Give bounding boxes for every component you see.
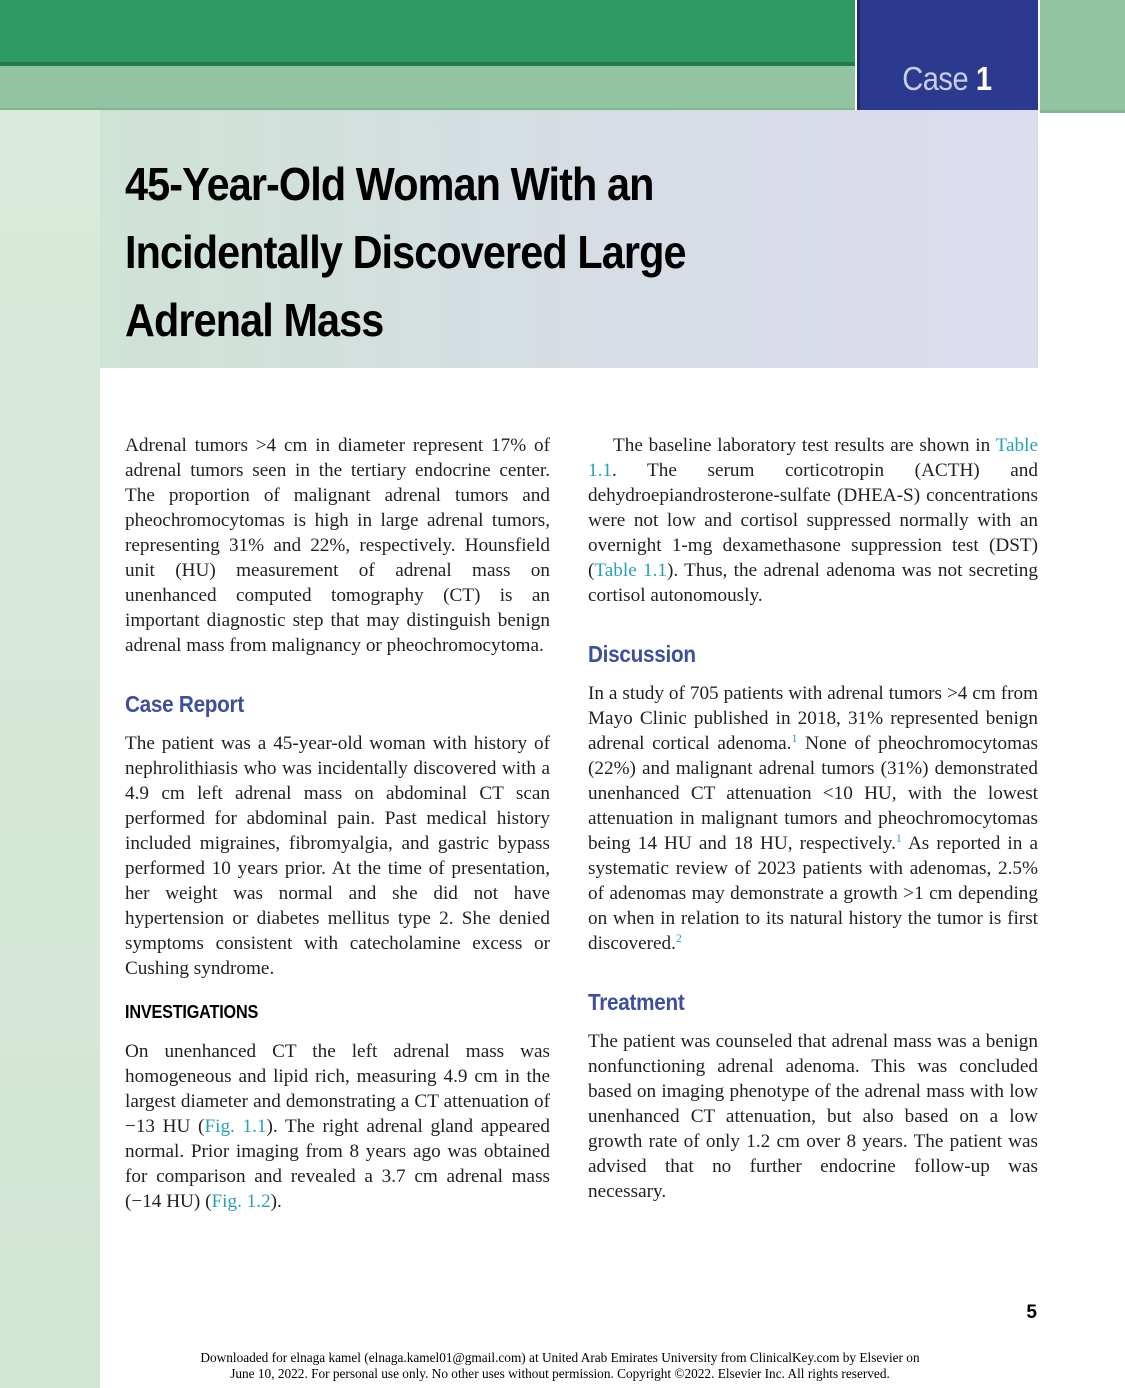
case-label xyxy=(903,60,992,98)
baseline-text-3: ). Thus, the adrenal adenoma was not secreting cortisol autonomously. xyxy=(588,560,1038,606)
header-light-band xyxy=(0,66,855,110)
footer-line-1: Downloaded for elnaga kamel (elnaga.kamel01@gmail.com) at United Arab Emirates University from ClinicalKey.com by Elsevier on xyxy=(200,1350,920,1365)
table-1-1-link-2[interactable]: Table 1.1 xyxy=(594,560,668,581)
download-footer xyxy=(100,1350,1020,1381)
page-number: 5 xyxy=(1026,1302,1037,1323)
case-report-paragraph: The patient was a 45-year-old woman with history of nephrolithiasis who was incidentally discovered with a 4.9 cm left adrenal mass on abdominal CT scan performed for abdominal pain. Past medical history included migraines, fibromyalgia, and gastric bypass performed 10 years prior. At the time of presentation, her weight was normal and she did not have hypertension or diabetes mellitus type 2. She denied symptoms consistent with catecholamine excess or Cushing syndrome. xyxy=(125,733,550,979)
discussion-text-3: As reported in a systematic review of 2023 patients with adenomas, 2.5% of adenomas may demonstrate a growth >1 cm depending on when in relation to its natural history the tumor is first discovered. xyxy=(588,833,1038,954)
investigations-text-2: ). The right adrenal gland appeared normal. Prior imaging from 8 years ago was obtained for comparison and revealed a 3.7 cm adrenal mass (−14 HU) ( xyxy=(125,1116,550,1212)
treatment-heading: Treatment xyxy=(588,989,685,1015)
left-column xyxy=(125,433,550,1214)
case-number: 1 xyxy=(976,60,992,97)
header-right-line xyxy=(1040,110,1125,113)
reference-1-link-2[interactable]: 1 xyxy=(895,831,902,845)
page-title xyxy=(125,150,755,354)
table-1-1-link[interactable]: Table 1.1 xyxy=(588,435,1038,481)
investigations-paragraph xyxy=(125,1039,550,1214)
title-line-2: Incidentally Discovered Large xyxy=(125,226,686,278)
investigations-heading: INVESTIGATIONS xyxy=(125,1002,259,1022)
side-strip xyxy=(0,110,100,1388)
case-badge xyxy=(857,0,1038,110)
discussion-heading: Discussion xyxy=(588,641,696,667)
baseline-text-2: . The serum corticotropin (ACTH) and dehydroepiandrosterone-sulfate (DHEA-S) concentrations were not low and cortisol suppressed normally with an overnight 1-mg dexamethasone suppression test (DST) ( xyxy=(588,460,1038,581)
baseline-paragraph xyxy=(588,433,1038,608)
investigations-text-1: On unenhanced CT the left adrenal mass was homogeneous and lipid rich, measuring 4.9 cm in the largest diameter and demonstrating a CT attenuation of −13 HU ( xyxy=(125,1041,550,1137)
fig-1-1-link[interactable]: Fig. 1.1 xyxy=(204,1116,267,1137)
reference-2-link[interactable]: 2 xyxy=(675,931,682,945)
title-line-1: 45-Year-Old Woman With an xyxy=(125,158,654,210)
treatment-paragraph: The patient was counseled that adrenal mass was a benign nonfunctioning adrenal adenoma. This was concluded based on imaging phenotype of the adrenal mass with low unenhanced CT attenuation, but also based on a low growth rate of only 1.2 cm over 8 years. The patient was advised that no further endocrine follow-up was necessary. xyxy=(588,1031,1038,1202)
case-word: Case xyxy=(902,60,969,97)
title-line-3: Adrenal Mass xyxy=(125,294,384,346)
right-column xyxy=(588,433,1038,1204)
discussion-text-1: In a study of 705 patients with adrenal tumors >4 cm from Mayo Clinic published in 2018, 31% represented benign adrenal cortical adenoma. xyxy=(588,683,1038,754)
reference-1-link[interactable]: 1 xyxy=(791,731,798,745)
fig-1-2-link[interactable]: Fig. 1.2 xyxy=(211,1191,271,1212)
discussion-text-2: None of pheochromocytomas (22%) and malignant adrenal tumors (31%) demonstrated unenhanced CT attenuation <10 HU, with the lowest attenuation in malignant tumors and pheochromocytomas being 14 HU and 18 HU, respectively. xyxy=(588,733,1038,854)
header-right-band xyxy=(1040,0,1125,110)
investigations-text-3: ). xyxy=(270,1191,282,1212)
intro-paragraph: Adrenal tumors >4 cm in diameter represent 17% of adrenal tumors seen in the tertiary endocrine center. The proportion of malignant adrenal tumors and pheochromocytomas is high in large adrenal tumors, representing 31% and 22%, respectively. Hounsfield unit (HU) measurement of adrenal mass on unenhanced computed tomography (CT) is an important diagnostic step that may distinguish benign adrenal mass from malignancy or pheochromocytoma. xyxy=(125,435,550,656)
header-green-band xyxy=(0,0,855,62)
footer-line-2: June 10, 2022. For personal use only. No other uses without permission. Copyright ©2022. Elsevier Inc. All rights reserved. xyxy=(230,1365,890,1381)
discussion-paragraph xyxy=(588,681,1038,956)
baseline-text-1: The baseline laboratory test results are shown in xyxy=(613,435,996,456)
case-report-heading: Case Report xyxy=(125,691,244,717)
